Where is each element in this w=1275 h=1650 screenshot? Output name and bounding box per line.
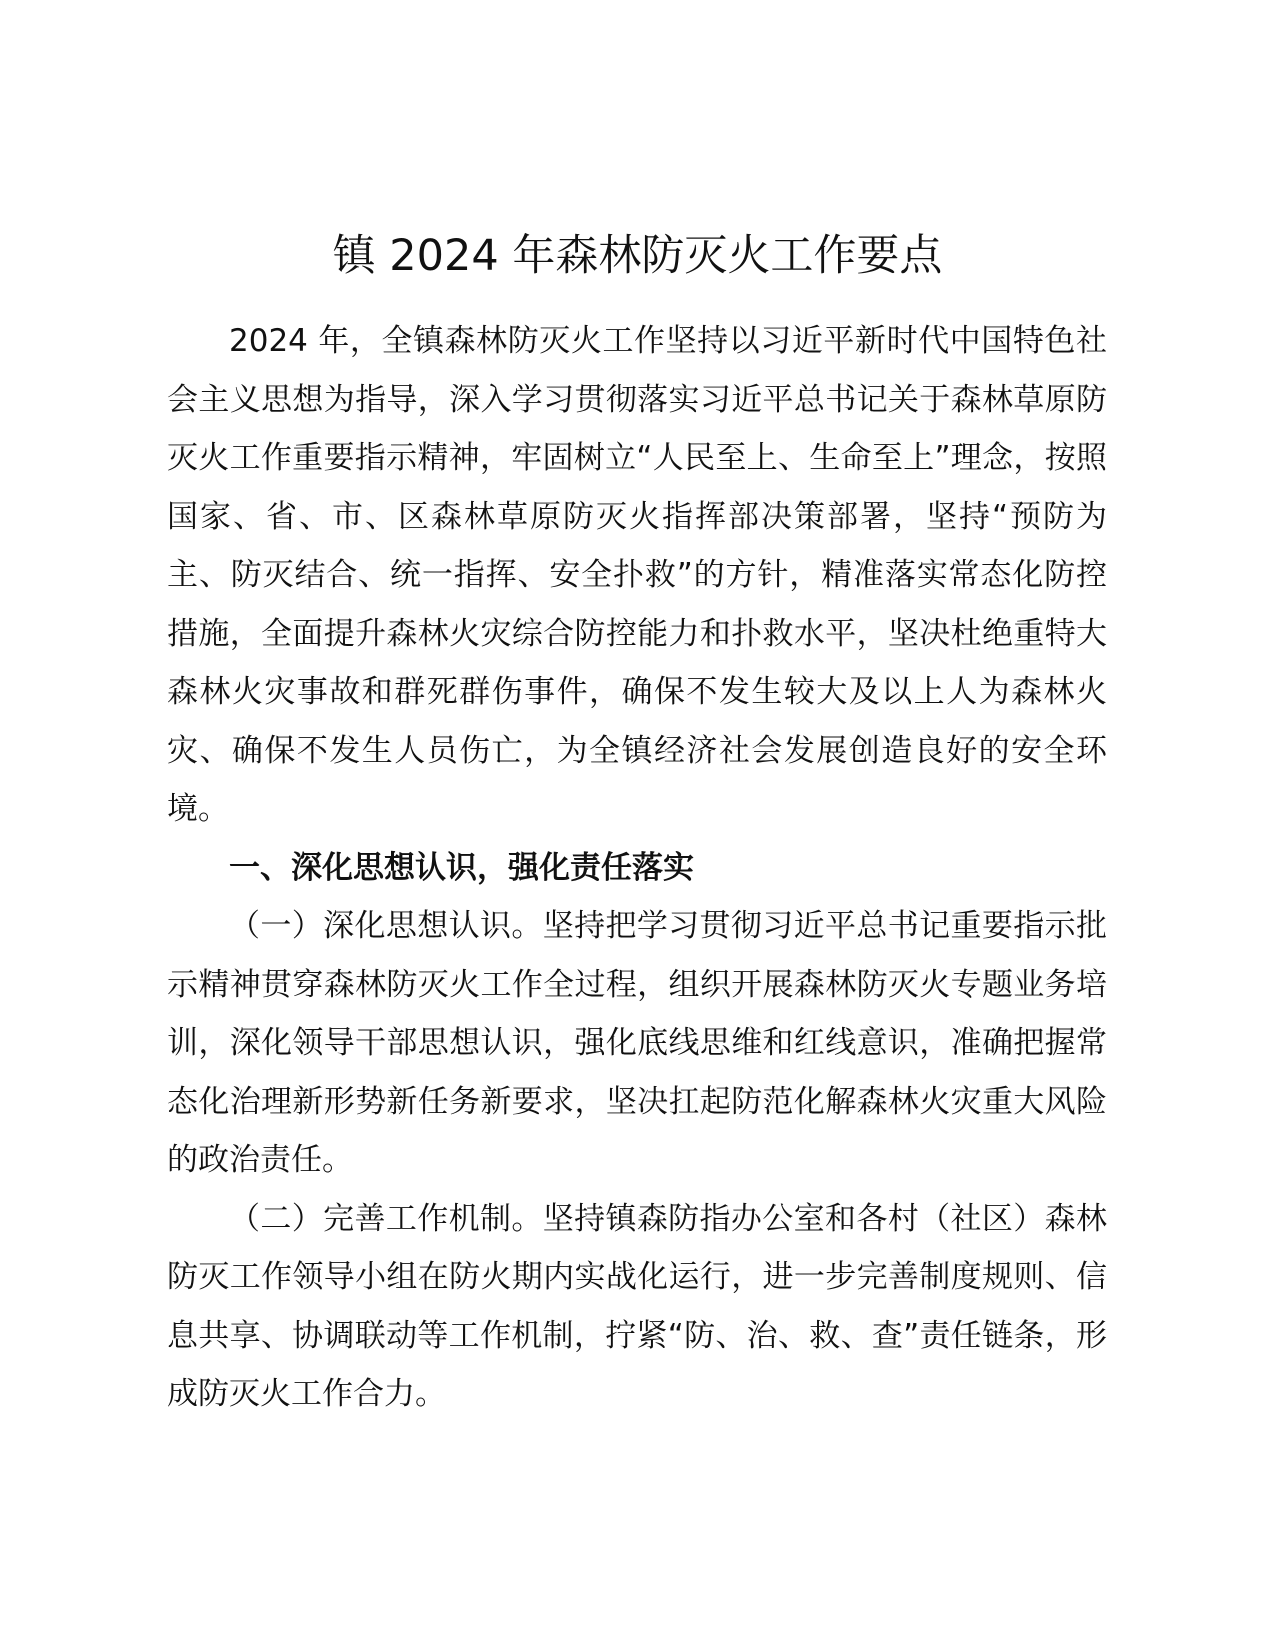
subsection-paragraph-2: （二）完善工作机制。坚持镇森防指办公室和各村（社区）森林防灭工作领导小组在防火期内实战化运行，进一步完善制度规则、信息共享、协调联动等工作机制，拧紧“防、治、救、查”责任链条，形成防灭火工作合力。 xyxy=(167,1200,1107,1412)
document-title: 镇 2024 年森林防灭火工作要点 xyxy=(332,231,943,281)
document-body xyxy=(167,312,1107,1424)
subsection-paragraph-1: （一）深化思想认识。坚持把学习贯彻习近平总书记重要指示批示精神贯穿森林防灭火工作全过程，组织开展森林防灭火专题业务培训，深化领导干部思想认识，强化底线思维和红线意识，准确把握常态化治理新形势新任务新要求，坚决扛起防范化解森林火灾重大风险的政治责任。 xyxy=(167,908,1107,1178)
intro-paragraph: 2024 年，全镇森林防灭火工作坚持以习近平新时代中国特色社会主义思想为指导，深入学习贯彻落实习近平总书记关于森林草原防灭火工作重要指示精神，牢固树立“人民至上、生命至上”理念，按照国家、省、市、区森林草原防灭火指挥部决策部署，坚持“预防为主、防灭结合、统一指挥、安全扑救”的方针，精准落实常态化防控措施，全面提升森林火灾综合防控能力和扑救水平，坚决杜绝重特大森林火灾事故和群死群伤事件，确保不发生较大及以上人为森林火灾、确保不发生人员伤亡，为全镇经济社会发展创造良好的安全环境。 xyxy=(167,323,1107,827)
section-heading-1: 一、深化思想认识，强化责任落实 xyxy=(229,849,694,886)
